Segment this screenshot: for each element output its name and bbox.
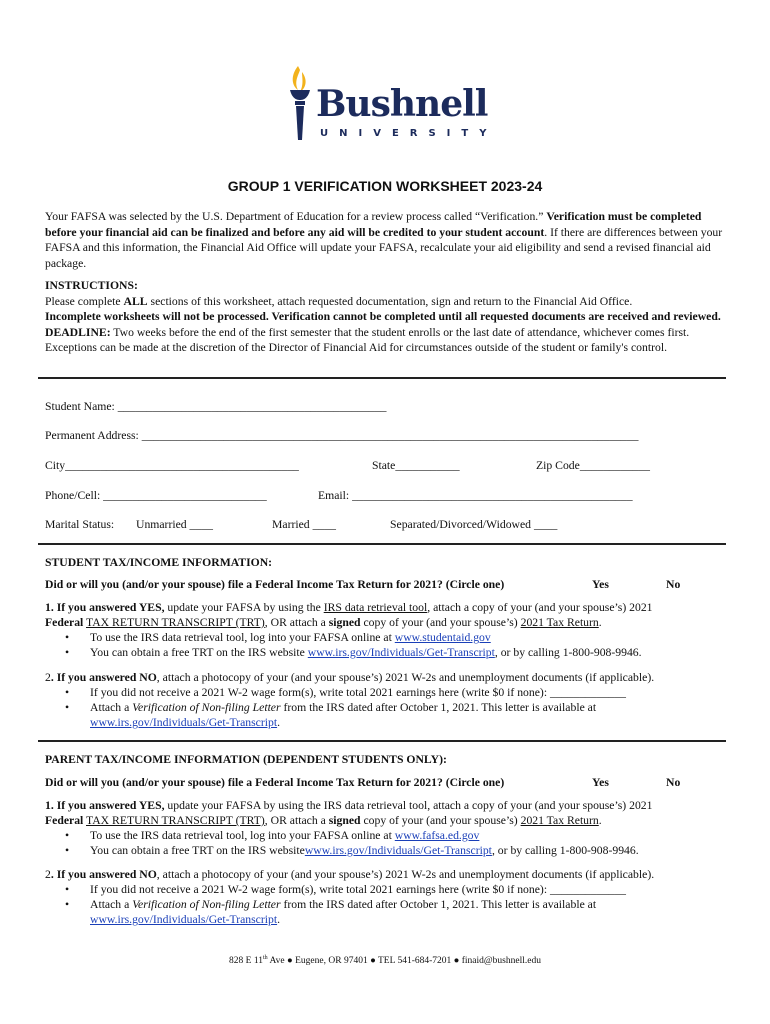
city-field[interactable]: City________________________________________	[45, 459, 299, 472]
parent-filing-question: Did or will you (and/or your spouse) file a Federal Income Tax Return for 2021? (Circle one)	[45, 776, 505, 789]
student-name-field[interactable]: Student Name: ______________________________________________	[45, 400, 387, 413]
signed-label: signed	[328, 814, 361, 827]
intro-bold: Verification must be completed before your financial aid can be finalized and before any aid will be credited to your student account	[45, 210, 702, 239]
student-yes-lead: 1. If you answered YES,	[45, 601, 165, 614]
parent-no-bullets	[62, 882, 722, 927]
bullet-text: You can obtain a free TRT on the IRS website	[90, 844, 305, 857]
bullet-text: from the IRS dated after October 1, 2021. This letter is available at	[280, 701, 597, 714]
instructions-paragraph	[45, 278, 735, 356]
student-yes-bullets	[62, 630, 722, 660]
parent-yes-paragraph	[45, 798, 735, 828]
list-item	[62, 882, 722, 897]
list-item	[62, 897, 722, 927]
parent-yes-text: , OR attach a	[264, 814, 329, 827]
footer-superscript: th	[263, 955, 268, 961]
intro-paragraph	[45, 209, 735, 271]
instructions-text-3: Two weeks before the end of the first semester that the student enrolls or the last date of attendance, whichever comes first. Exceptions can be made at the discretion of the Director of Financial Aid for circumstances outside of the student or family's control.	[45, 325, 690, 354]
instructions-heading: INSTRUCTIONS:	[45, 279, 138, 292]
bullet-text: You can obtain a free TRT on the IRS website	[90, 646, 308, 659]
irs-transcript-link[interactable]: www.irs.gov/Individuals/Get-Transcript	[304, 844, 492, 857]
phone-field[interactable]: Phone/Cell: ____________________________	[45, 489, 267, 502]
page-title: GROUP 1 VERIFICATION WORKSHEET 2023-24	[227, 178, 543, 194]
student-no-option[interactable]: No	[666, 578, 681, 591]
list-item	[62, 645, 722, 660]
student-section-heading: STUDENT TAX/INCOME INFORMATION:	[45, 556, 273, 569]
bushnell-logo	[286, 64, 498, 144]
intro-text-2: . If there are differences between your FAFSA and this information, the Financial Aid Office will update your FAFSA, recalculate your aid eligibility and send a revised financial aid package.	[45, 225, 723, 270]
student-yes-text: copy of your (and your spouse’s)	[360, 616, 521, 629]
list-item	[62, 700, 722, 730]
footer-address: 828 E 11	[229, 956, 263, 966]
parent-yes-lead: 1. If you answered YES,	[45, 799, 165, 812]
parent-no-option[interactable]: No	[666, 776, 681, 789]
list-item	[62, 630, 722, 645]
bullet-text: To use the IRS data retrieval tool, log into your FAFSA online at	[90, 631, 395, 644]
instructions-text-1: Please complete	[45, 294, 124, 308]
trt-label: TAX RETURN TRANSCRIPT (TRT)	[86, 616, 265, 629]
bullet-text: Attach a	[90, 898, 133, 911]
student-no-text: , attach a photocopy of your (and your spouse’s) 2021 W-2s and unemployment documents (if applicable).	[156, 671, 655, 684]
list-item	[62, 828, 722, 843]
bullet-text: Attach a	[90, 701, 133, 714]
non-filing-letter-label: Verification of Non-filing Letter	[132, 898, 281, 911]
footer-contact: Ave ● Eugene, OR 97401 ● TEL 541-684-7201 ● finaid@bushnell.edu	[267, 956, 541, 966]
state-field[interactable]: State___________	[372, 459, 460, 472]
irs-data-retrieval-link[interactable]: IRS data retrieval tool	[323, 601, 428, 614]
logo-wordmark: Bushnell	[316, 83, 488, 125]
student-yes-text: .	[598, 616, 602, 629]
bullet-text: , or by calling 1-800-908-9946.	[494, 646, 642, 659]
tax-return-label: 2021 Tax Return	[520, 814, 599, 827]
email-field[interactable]: Email: ________________________________________________	[318, 489, 633, 502]
bullet-text: .	[277, 913, 281, 926]
irs-transcript-link[interactable]: www.irs.gov/Individuals/Get-Transcript	[90, 716, 278, 729]
number: 2	[45, 868, 51, 881]
parent-no-lead: . If you answered NO	[50, 868, 157, 881]
bullet-text: , or by calling 1-800-908-9946.	[491, 844, 639, 857]
marital-status-label: Marital Status:	[45, 518, 115, 531]
married-option[interactable]: Married ____	[272, 518, 336, 531]
parent-yes-text: update your FAFSA by using the IRS data retrieval tool, attach a copy of your (and your spouse’s) 2021	[164, 799, 653, 812]
zip-code-field[interactable]: Zip Code____________	[536, 459, 650, 472]
irs-transcript-link[interactable]: www.irs.gov/Individuals/Get-Transcript	[90, 913, 278, 926]
fafsa-link[interactable]: www.fafsa.ed.gov	[394, 829, 480, 842]
list-item	[62, 685, 722, 700]
parent-earnings-field[interactable]: If you did not receive a 2021 W-2 wage form(s), write total 2021 earnings here (write $0 if none): _____________	[90, 883, 626, 896]
number: 2	[45, 671, 51, 684]
parent-no-paragraph	[45, 867, 735, 882]
page-footer	[0, 952, 770, 967]
signed-label: signed	[328, 616, 361, 629]
student-no-paragraph	[45, 670, 735, 685]
student-yes-paragraph	[45, 600, 735, 630]
student-yes-text: update your FAFSA by using the	[164, 601, 324, 614]
logo-subtitle: UNIVERSITY	[320, 128, 498, 139]
parent-yes-text: .	[598, 814, 602, 827]
parent-yes-bullets	[62, 828, 722, 858]
student-filing-question: Did or will you (and/or your spouse) file a Federal Income Tax Return for 2021? (Circle one)	[45, 578, 505, 591]
student-no-lead: . If you answered NO	[50, 671, 157, 684]
federal-label: Federal	[45, 616, 84, 629]
divider	[38, 377, 726, 379]
intro-text-1: Your FAFSA was selected by the U.S. Department of Education for a review process called “Verification.”	[45, 210, 547, 223]
parent-yes-option[interactable]: Yes	[592, 776, 609, 789]
federal-label: Federal	[45, 814, 84, 827]
torch-icon	[286, 64, 314, 144]
bullet-text: To use the IRS data retrieval tool, log into your FAFSA online at	[90, 829, 395, 842]
instructions-bold: Incomplete worksheets will not be processed. Verification cannot be completed until all requested documents are received and reviewed. DEADLINE:	[45, 310, 721, 339]
list-item	[62, 843, 722, 858]
student-yes-text: , attach a copy of your (and your spouse’s) 2021	[427, 601, 653, 614]
student-earnings-field[interactable]: If you did not receive a 2021 W-2 wage form(s), write total 2021 earnings here (write $0 if none): _____________	[90, 686, 626, 699]
permanent-address-field[interactable]: Permanent Address: _____________________________________________________________________________________	[45, 429, 639, 442]
instructions-all: ALL	[123, 294, 148, 308]
parent-yes-text: copy of your (and your spouse’s)	[360, 814, 521, 827]
bullet-text: .	[277, 716, 281, 729]
non-filing-letter-label: Verification of Non-filing Letter	[132, 701, 281, 714]
trt-label: TAX RETURN TRANSCRIPT (TRT)	[86, 814, 265, 827]
tax-return-label: 2021 Tax Return	[520, 616, 599, 629]
divider	[38, 740, 726, 742]
instructions-text-2: sections of this worksheet, attach requested documentation, sign and return to the Financial Aid Office.	[147, 294, 633, 308]
separated-option[interactable]: Separated/Divorced/Widowed ____	[390, 518, 558, 531]
studentaid-link[interactable]: www.studentaid.gov	[394, 631, 491, 644]
parent-no-text: , attach a photocopy of your (and your spouse’s) 2021 W-2s and unemployment documents (if applicable).	[156, 868, 655, 881]
irs-transcript-link[interactable]: www.irs.gov/Individuals/Get-Transcript	[307, 646, 495, 659]
student-yes-text: , OR attach a	[264, 616, 329, 629]
bullet-text: from the IRS dated after October 1, 2021. This letter is available at	[280, 898, 597, 911]
parent-section-heading: PARENT TAX/INCOME INFORMATION (DEPENDENT STUDENTS ONLY):	[45, 753, 447, 766]
divider	[38, 543, 726, 545]
student-yes-option[interactable]: Yes	[592, 578, 609, 591]
unmarried-option[interactable]: Unmarried ____	[136, 518, 213, 531]
student-no-bullets	[62, 685, 722, 730]
